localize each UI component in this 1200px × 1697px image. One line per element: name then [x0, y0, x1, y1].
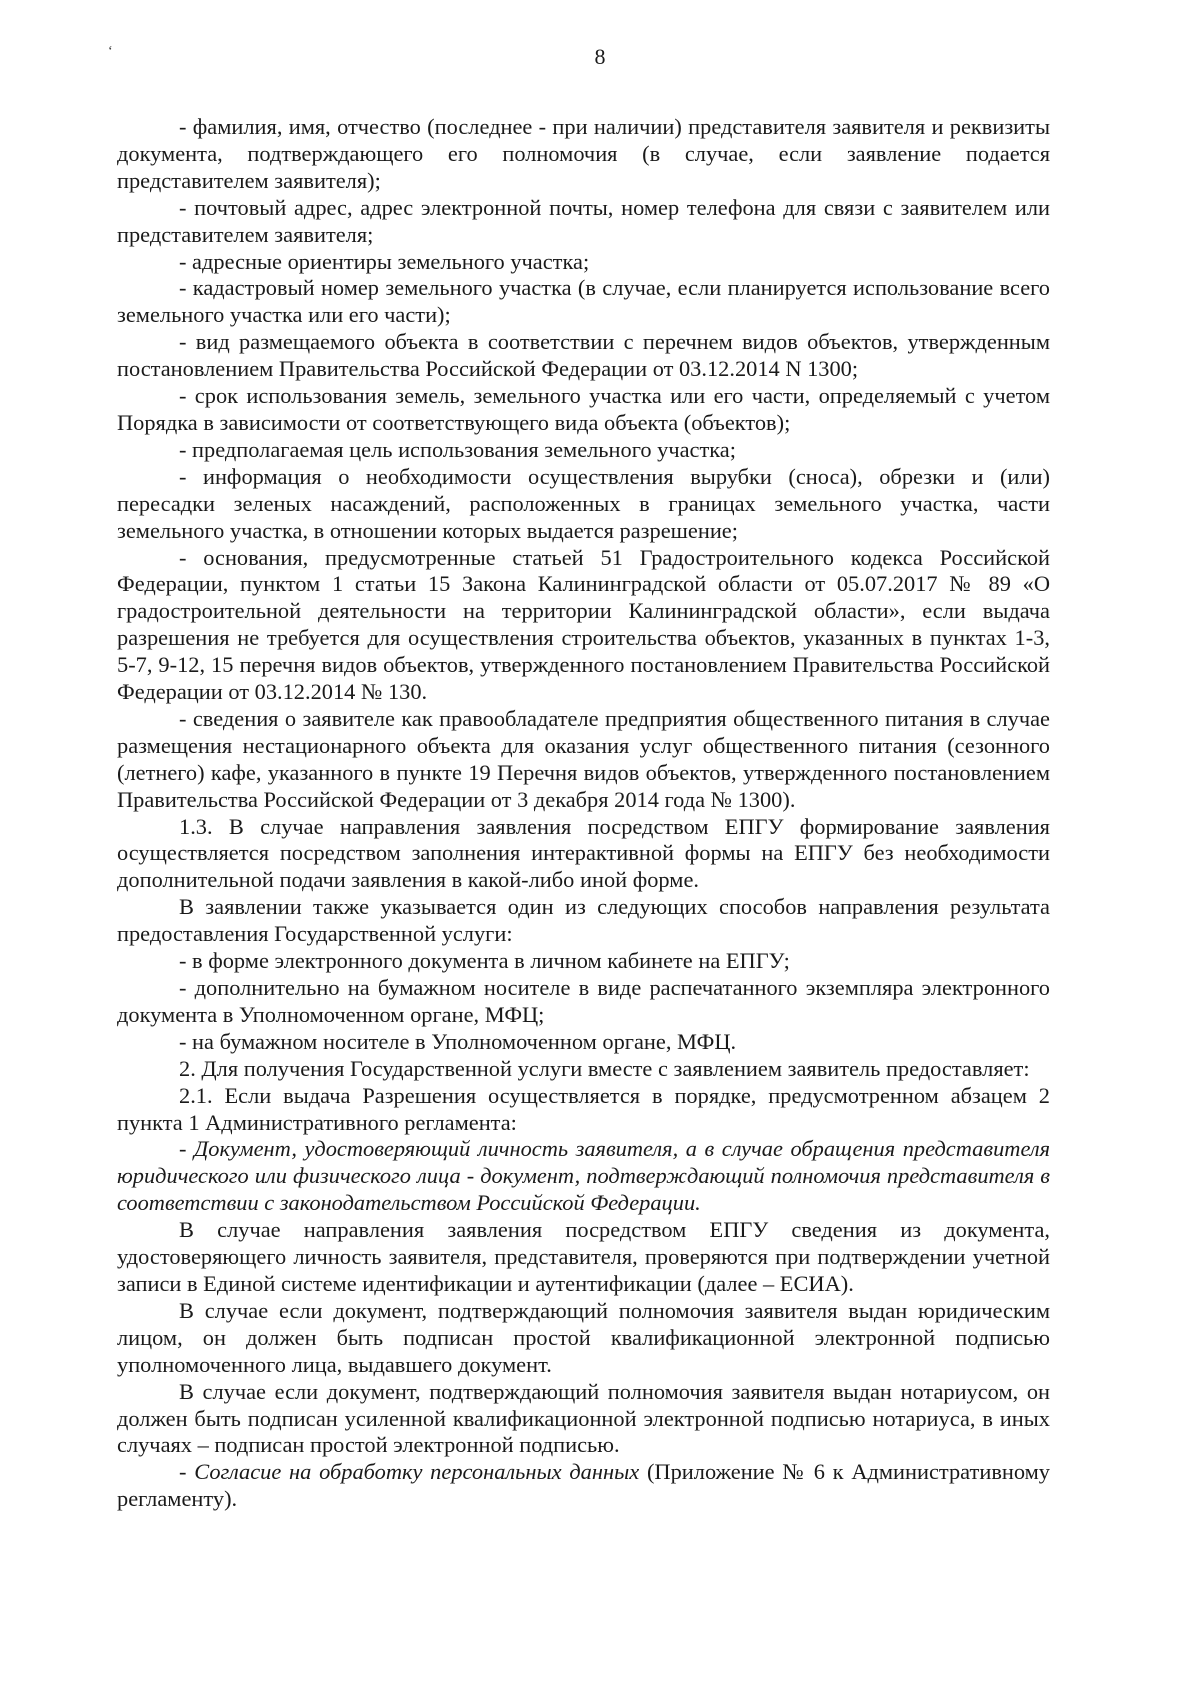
document-body: [117, 114, 1050, 1513]
paragraph-representative-name: - фамилия, имя, отчество (последнее - при наличии) представителя заявителя и реквизиты документа, подтверждающего его полномочия (в случае, если заявление подается представителем заявителя);: [117, 114, 1050, 193]
paragraph-catering-info: - сведения о заявителе как правообладателе предприятия общественного питания в случае размещения нестационарного объекта для оказания услуг общественного питания (сезонного (летнего) кафе, указанного в пункте 19 Перечня видов объектов, утвержденного постановлением Правительства Российской Федерации от 3 декабря 2014 года № 1300).: [117, 705, 1050, 812]
paragraph-address-landmarks: - адресные ориентиры земельного участка;: [179, 248, 590, 274]
paragraph-usage-term: - срок использования земель, земельного участка или его части, определяемый с учетом Порядка в зависимости от соответствующего вида объекта (объектов);: [117, 383, 1050, 435]
paragraph-method-paper: - на бумажном носителе в Уполномоченном органе, МФЦ.: [179, 1028, 737, 1054]
paragraph-notary-signature: В случае если документ, подтверждающий полномочия заявителя выдан нотариусом, он должен быть подписан усиленной квалификационной электронной подписью нотариуса, в иных случаях – подписан простой электронной подписью.: [117, 1378, 1050, 1458]
paragraph-section-2: 2. Для получения Государственной услуги вместе с заявлением заявитель предоставляет:: [179, 1055, 1030, 1081]
paragraph-contact-details: - почтовый адрес, адрес электронной почты, номер телефона для связи с заявителем или представителем заявителя;: [117, 194, 1050, 247]
paragraph-section-2-1: 2.1. Если выдача Разрешения осуществляется в порядке, предусмотренном абзацем 2 пункта 1 Административного регламента:: [117, 1082, 1050, 1135]
paragraph-section-1-3: 1.3. В случае направления заявления посредством ЕПГУ формирование заявления осуществляется посредством заполнения интерактивной формы на ЕПГУ без необходимости дополнительной подачи заявления в какой-либо иной форме.: [117, 813, 1050, 893]
paragraph-green-planting: - информация о необходимости осуществления вырубки (сноса), обрезки и (или) пересадки зеленых насаждений, расположенных в границах земельного участка, части земельного участка, в отношении которых выдается разрешение;: [117, 463, 1050, 543]
paragraph-identity-document: - Документ, удостоверяющий личность заявителя, а в случае обращения представителя юридического или физического лица - документ, подтверждающий полномочия представителя в соответствии с законодательством Российской Федерации.: [117, 1136, 1050, 1216]
page-number: 8: [594, 44, 606, 69]
paragraph-method-paper-copy: - дополнительно на бумажном носителе в виде распечатанного экземпляра электронного документа в Уполномоченном органе, МФЦ;: [117, 975, 1050, 1027]
consent-regular-text: (Приложение № 6 к Административному регламенту).: [117, 1459, 1051, 1512]
paragraph-esia-check: В случае направления заявления посредством ЕПГУ сведения из документа, удостоверяющего личность заявителя, представителя, проверяются при подтверждении учетной записи в Единой системе идентификации и аутентификации (далее – ЕСИА).: [117, 1217, 1050, 1296]
paragraph-method-epgu: - в форме электронного документа в личном кабинете на ЕПГУ;: [179, 948, 790, 974]
paragraph-legal-entity-signature: В случае если документ, подтверждающий полномочия заявителя выдан юридическим лицом, он должен быть подписан простой квалификационной электронной подписью уполномоченного лица, выдавшего документ.: [117, 1297, 1050, 1377]
paragraph-cadastral-number: - кадастровый номер земельного участка (в случае, если планируется использование всего земельного участка или его части);: [117, 275, 1050, 328]
paragraph-legal-grounds: - основания, предусмотренные статьей 51 Градостроительного кодекса Российской Федерации, пунктом 1 статьи 15 Закона Калининградской области от 05.07.2017 № 89 «О градостроительной деятельности на территории Калининградской области», если выдача разрешения не требуется для осуществления строительства объектов, указанных в пунктах 1-3, 5-7, 9-12, 15 перечня видов объектов, утвержденного постановлением Правительства Российской Федерации от 03.12.2014 № 130.: [117, 544, 1050, 705]
paragraph-result-methods: В заявлении также указывается один из следующих способов направления результата предоставления Государственной услуги:: [117, 894, 1050, 947]
paragraph-object-type: - вид размещаемого объекта в соответствии с перечнем видов объектов, утвержденным постановлением Правительства Российской Федерации от 03.12.2014 N 1300;: [117, 329, 1050, 382]
paragraph-consent: [117, 1459, 1050, 1513]
consent-italic-text: - Согласие на обработку персональных данных: [179, 1459, 640, 1485]
scan-mark: ‘: [108, 44, 113, 59]
paragraph-usage-purpose: - предполагаемая цель использования земельного участка;: [179, 436, 736, 462]
